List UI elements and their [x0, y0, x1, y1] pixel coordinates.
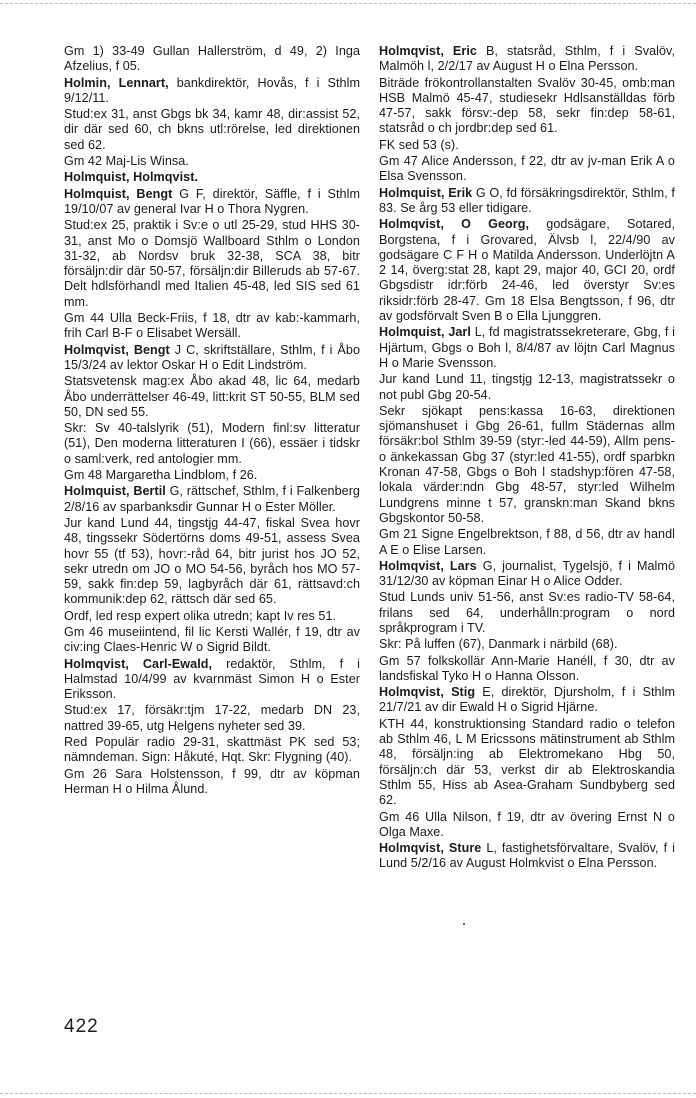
right-column	[379, 44, 675, 873]
top-dashed-rule	[0, 3, 696, 4]
entry-text: Gm 46 museiintend, fil lic Kersti Wallér, f 19, dtr av civ:ing Claes-Henric W o Sigrid Bildt.	[64, 624, 360, 655]
entry-name: Holmqvist, Lars	[379, 558, 477, 573]
entry-text: KTH 44, konstruktionsing Standard radio o telefon ab Sthlm 46, L M Ericssons mätinstrument ab Sthlm 48, försäljn:ing ab Elektromekano Hbg 50, försäljn:ch där 53, verkst dir ab Elektroskandia Sthlm 55, Hiss ab Asea-Graham Sundbyberg sed 62.	[379, 716, 675, 808]
entry-paragraph	[64, 735, 360, 766]
entry-text: Statsvetensk mag:ex Åbo akad 48, lic 64, medarb Åbo underrättelser 46-49, litt:krit ST 50-55, BLM sed 50, DN sed 55.	[64, 374, 360, 419]
entry-paragraph	[64, 218, 360, 310]
bottom-dashed-rule	[0, 1093, 696, 1094]
entry-paragraph	[64, 516, 360, 608]
entry-text: Skr: Sv 40-talslyrik (51), Modern finl:sv litteratur (51), Den moderna litteraturen I (66), essäer i tidskr o saml:verk, red antologier mm.	[64, 421, 360, 466]
entry-paragraph	[379, 654, 675, 685]
entry-name: Holmquist, Jarl	[379, 325, 471, 340]
entry-paragraph	[379, 404, 675, 526]
entry-heading-paragraph	[64, 170, 360, 185]
entry-text: Sekr sjökapt pens:kassa 16-63, direktionen sjömanshuset i Gbg 26-61, fullm Städernas allm försäkr:bol Sthlm 39-59 (styr:-led 44-59), Allm pens- o änkekassan Gbg 37 (styr:led 41-55), ordf sparbkn Kronan 47-58, Gbgs o Boh l stadshyp:fören 47-58, lokala värder:ndn Gbg 48-57, styr:led Wilhelm Lundgrens minne t 57, granskn:man Skand bkns Gbgskontor 50-58.	[379, 403, 675, 525]
entry-text: Jur kand Lund 11, tingstjg 12-13, magistratssekr o not publ Gbg 20-54.	[379, 372, 675, 402]
entry-text: Ordf, led resp expert olika utredn; kapt Iv res 51.	[64, 608, 337, 623]
entry-paragraph	[64, 609, 360, 624]
entry-heading-paragraph	[379, 841, 675, 872]
entry-text: Jur kand Lund 44, tingstjg 44-47, fiskal Svea hovr 48, tingssekr Södertörns doms 49-51, assess Svea hovr 55 (tf 53), hovr:-råd 64, bitr jurist hos JO 52, sekr utredn om JO o MO 54-56, byråch hos MO 57-59, sakk fin:dep 59, lagbyråch där 61, rättsavd:ch kommunik:dep 62, rättsch där sed 65.	[64, 515, 360, 607]
entry-text: L, fastighetsförvaltare, Svalöv, f i Lund 5/2/16 av August Holmkvist o Elna Persson.	[379, 841, 675, 871]
entry-paragraph	[64, 703, 360, 734]
entry-text: Gm 57 folkskollär Ann-Marie Hanéll, f 30, dtr av landsfiskal Tyko H o Hanna Olsson.	[379, 653, 675, 683]
entry-text: G F, direktör, Säffle, f i Sthlm 19/10/07 av general Ivar H o Thora Nygren.	[64, 186, 360, 216]
entry-paragraph	[64, 44, 360, 75]
entry-paragraph	[64, 767, 360, 798]
entry-name: Holmin, Lennart,	[64, 75, 169, 90]
entry-heading-paragraph	[379, 186, 675, 217]
left-column	[64, 44, 360, 798]
entry-text: Biträde frökontrollanstalten Svalöv 30-45, omb:man HSB Malmö 45-47, studiesekr Hdlsanställdas förb 47-57, sakk försv:-dep 58, sekr fin:dep 58-61, statsråd o ch jordbr:dep sed 61.	[379, 75, 675, 136]
entry-paragraph	[64, 107, 360, 153]
entry-paragraph	[64, 468, 360, 483]
entry-text: G, journalist, Tygelsjö, f i Malmö 31/12/30 av köpman Einar H o Alice Odder.	[379, 558, 675, 589]
entry-name: Holmquist, Holmqvist.	[64, 170, 198, 185]
entry-text: bankdirektör, Hovås, f i Sthlm 9/12/11.	[64, 75, 360, 105]
entry-text: E, direktör, Djursholm, f i Sthlm 21/7/21 av dir Ewald H o Sigrid Hjärne.	[379, 685, 675, 715]
entry-paragraph	[379, 138, 675, 153]
entry-paragraph	[64, 154, 360, 169]
entry-heading-paragraph	[64, 484, 360, 515]
entry-heading-paragraph	[379, 217, 675, 324]
entry-heading-paragraph	[64, 657, 360, 703]
entry-heading-paragraph	[64, 187, 360, 218]
entry-text: Red Populär radio 29-31, skattmäst PK sed 53; nämndeman. Sign: Håkuté, Hqt. Skr: Flygning (40).	[64, 735, 360, 765]
entry-paragraph	[64, 374, 360, 420]
entry-text: godsägare, Sotared, Borgstena, f i Grovared, Älvsb l, 22/4/90 av godsägare C F H o Matilda Andersson. Underlöjtn A 2 14, överg:stat 28, kapt 29, major 40, GCI 20, ordf Gbgsdistr idr:förb 24-46, led överstyr Sv:es riksidr:förb 28-47. Gm 18 Elsa Bengtsson, f 96, dtr av godsförvalt Sven B o Ella Ljunggren.	[379, 217, 675, 324]
entry-text: B, statsråd, Sthlm, f i Svalöv, Malmöh l, 2/2/17 av August H o Elna Persson.	[379, 44, 675, 74]
entry-name: Holmqvist, Sture	[379, 841, 482, 856]
entry-name: Holmqvist, Carl-Ewald,	[64, 656, 213, 671]
entry-paragraph	[379, 76, 675, 137]
entry-text: L, fd magistratssekreterare, Gbg, f i Hjärtum, Gbgs o Boh l, 8/4/87 av löjtn Carl Magnus H o Marie Svensson.	[379, 325, 675, 370]
entry-paragraph	[379, 372, 675, 403]
entry-name: Holmqvist, Bengt	[64, 342, 170, 357]
entry-text: Gm 47 Alice Andersson, f 22, dtr av jv-man Erik A o Elsa Svensson.	[379, 154, 675, 184]
print-speck	[463, 923, 465, 925]
entry-text: Stud:ex 17, försäkr:tjm 17-22, medarb DN 23, nattred 39-65, utg Helgens nyheter sed 39.	[64, 703, 360, 733]
entry-paragraph	[64, 311, 360, 342]
entry-text: Stud Lunds univ 51-56, anst Sv:es radio-TV 58-64, frilans sed 64, underhålln:program o nord språkprogram i TV.	[379, 590, 675, 635]
entry-heading-paragraph	[379, 685, 675, 716]
entry-text: Stud:ex 25, praktik i Sv:e o utl 25-29, stud HHS 30-31, anst Mo o Domsjö Wallboard Sthlm o London 31-32, ab Nordsv bruk 32-38, SCA 38, bitr försäljn:dir där 50-57, försäljn:dir Billeruds ab 57-67. Delt hdlsförhandl med Italien 45-48, led SIS sed 61 mm.	[64, 218, 360, 309]
entry-text: redaktör, Sthlm, f i Halmstad 10/4/99 av kvarnmäst Simon H o Ester Eriksson.	[64, 656, 360, 702]
entry-text: Gm 46 Ulla Nilson, f 19, dtr av övering Ernst N o Olga Maxe.	[379, 809, 675, 839]
entry-name: Holmquist, Bengt	[64, 186, 173, 201]
entry-paragraph	[64, 421, 360, 467]
entry-paragraph	[379, 527, 675, 558]
entry-heading-paragraph	[379, 44, 675, 75]
entry-heading-paragraph	[379, 325, 675, 371]
entry-text: Stud:ex 31, anst Gbgs bk 34, kamr 48, dir:assist 52, dir där sed 60, ch bkns utl:rörelse, led direktionen sed 62.	[64, 107, 360, 152]
entry-heading-paragraph	[64, 343, 360, 374]
entry-text: Skr: På luffen (67), Danmark i närbild (68).	[379, 637, 618, 652]
entry-text: Gm 44 Ulla Beck-Friis, f 18, dtr av kab:-kammarh, frih Carl B-F o Elisabet Wersäll.	[64, 311, 360, 341]
entry-name: Holmquist, Bertil	[64, 484, 166, 499]
entry-text: Gm 42 Maj-Lis Winsa.	[64, 154, 189, 169]
entry-paragraph	[379, 810, 675, 841]
entry-text: G, rättschef, Sthlm, f i Falkenberg 2/8/16 av sparbanksdir Gunnar H o Ester Möller.	[64, 484, 360, 514]
entry-name: Holmquist, Erik	[379, 185, 473, 200]
entry-text: Gm 26 Sara Holstensson, f 99, dtr av köpman Herman H o Hilma Ålund.	[64, 766, 360, 796]
entry-heading-paragraph	[64, 76, 360, 107]
entry-name: Holmqvist, O Georg,	[379, 217, 530, 232]
entry-text: FK sed 53 (s).	[379, 137, 459, 152]
entry-heading-paragraph	[379, 559, 675, 590]
page-number: 422	[64, 1016, 99, 1037]
entry-paragraph	[379, 717, 675, 809]
entry-text: Gm 48 Margaretha Lindblom, f 26.	[64, 468, 258, 483]
entry-paragraph	[379, 154, 675, 185]
entry-paragraph	[64, 625, 360, 656]
entry-paragraph	[379, 590, 675, 636]
entry-text: J C, skriftställare, Sthlm, f i Åbo 15/3/24 av lektor Oskar H o Edit Lindström.	[64, 342, 360, 372]
entry-name: Holmqvist, Stig	[379, 685, 476, 700]
entry-text: Gm 21 Signe Engelbrektson, f 88, d 56, dtr av handl A E o Elise Larsen.	[379, 527, 675, 557]
entry-text: G O, fd försäkringsdirektör, Sthlm, f 83. Se årg 53 eller tidigare.	[379, 185, 675, 215]
entry-name: Holmqvist, Eric	[379, 44, 477, 58]
entry-text: Gm 1) 33-49 Gullan Hallerström, d 49, 2) Inga Afzelius, f 05.	[64, 44, 360, 74]
entry-paragraph	[379, 637, 675, 652]
